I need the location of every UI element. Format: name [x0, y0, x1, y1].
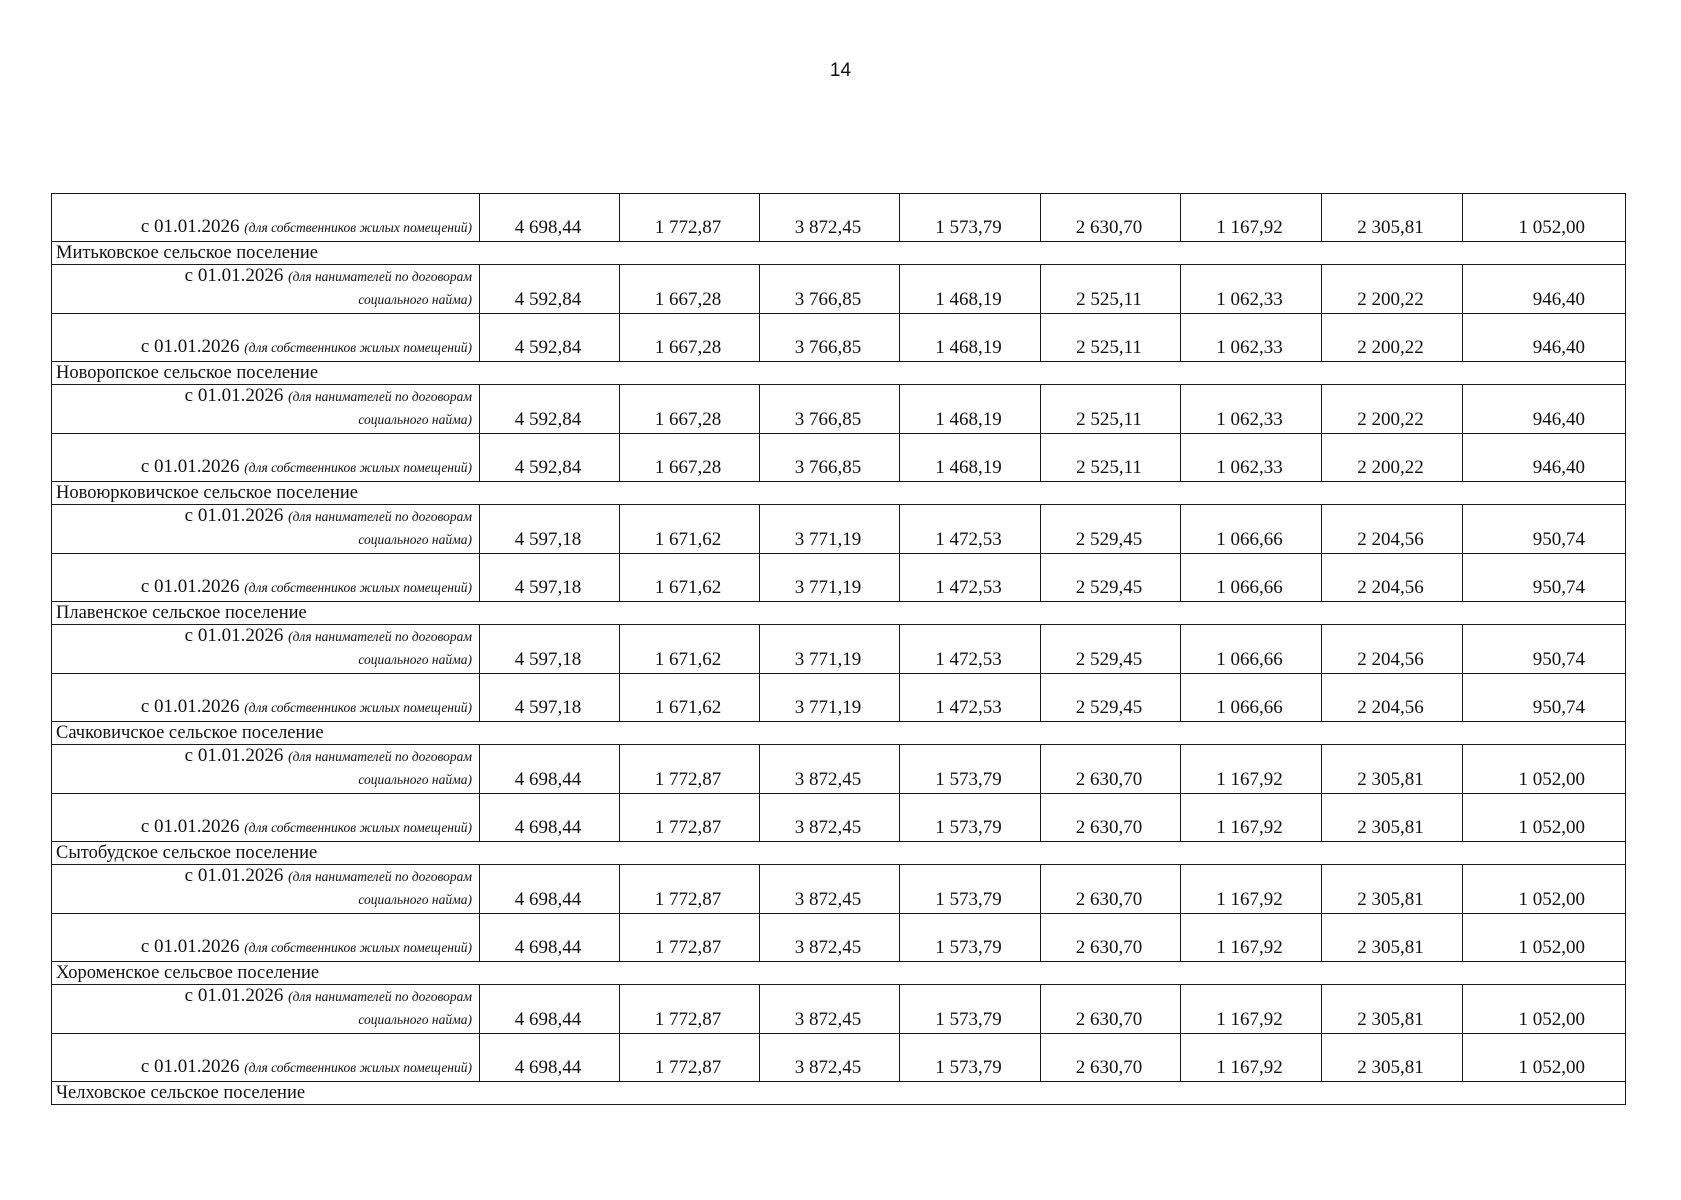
value-cell: 1 062,33: [1181, 265, 1322, 314]
value-cell: 1 573,79: [900, 914, 1041, 962]
date-label: с 01.01.2026: [140, 216, 240, 237]
tenant-row: [52, 745, 1626, 794]
date-label: с 01.01.2026: [140, 816, 240, 837]
value-cell: 946,40: [1463, 434, 1626, 482]
value-cell: 4 698,44: [480, 914, 620, 962]
value-cell: 3 872,45: [760, 1034, 900, 1082]
value-cell: 1 468,19: [900, 434, 1041, 482]
value-cell: 4 698,44: [480, 865, 620, 914]
section-row: [52, 482, 1626, 505]
owner-row: [52, 674, 1626, 722]
value-cell: 2 305,81: [1322, 745, 1463, 794]
value-cell: 1 052,00: [1463, 985, 1626, 1034]
date-label: с 01.01.2026: [184, 505, 284, 526]
value-cell: 1 671,62: [620, 554, 760, 602]
tenant-note-cont: социального найма): [358, 1012, 472, 1027]
tenant-note: (для нанимателей по договорам: [288, 989, 472, 1004]
date-label: с 01.01.2026: [140, 1056, 240, 1077]
value-cell: 4 597,18: [480, 554, 620, 602]
value-cell: 2 204,56: [1322, 554, 1463, 602]
value-cell: 2 305,81: [1322, 1034, 1463, 1082]
owner-label: [52, 1034, 480, 1082]
owner-row: [52, 914, 1626, 962]
owner-label: [52, 794, 480, 842]
value-cell: 2 529,45: [1041, 505, 1181, 554]
value-cell: 3 872,45: [760, 865, 900, 914]
value-cell: 1 062,33: [1181, 314, 1322, 362]
owner-label: [52, 434, 480, 482]
value-cell: 3 766,85: [760, 434, 900, 482]
value-cell: 1 167,92: [1181, 745, 1322, 794]
tenant-label: [52, 745, 480, 794]
value-cell: 2 200,22: [1322, 385, 1463, 434]
value-cell: 2 529,45: [1041, 625, 1181, 674]
date-label: с 01.01.2026: [140, 336, 240, 357]
value-cell: 1 052,00: [1463, 794, 1626, 842]
tenant-label-line2: [56, 768, 472, 791]
value-cell: 4 597,18: [480, 625, 620, 674]
value-cell: 1 772,87: [620, 1034, 760, 1082]
tenant-note-cont: социального найма): [358, 892, 472, 907]
tenant-note-cont: социального найма): [358, 652, 472, 667]
tenant-label-line1: [56, 265, 472, 288]
value-cell: 1 671,62: [620, 674, 760, 722]
value-cell: 1 066,66: [1181, 674, 1322, 722]
tenant-label-line1: [56, 745, 472, 768]
value-cell: 1 573,79: [900, 194, 1041, 242]
section-title: Новоюрковичское сельское поселение: [52, 482, 1626, 505]
owner-note: (для собственников жилых помещений): [244, 1060, 472, 1075]
value-cell: 2 204,56: [1322, 505, 1463, 554]
section-title: Хороменское сельсвое поселение: [52, 962, 1626, 985]
owner-label: [52, 554, 480, 602]
date-label: с 01.01.2026: [140, 456, 240, 477]
date-label: с 01.01.2026: [184, 745, 284, 766]
value-cell: 1 667,28: [620, 385, 760, 434]
tenant-row: [52, 265, 1626, 314]
value-cell: 946,40: [1463, 314, 1626, 362]
value-cell: 1 167,92: [1181, 794, 1322, 842]
tenant-label-line2: [56, 528, 472, 551]
section-row: [52, 602, 1626, 625]
tenant-note-cont: социального найма): [358, 412, 472, 427]
section-row: [52, 1082, 1626, 1105]
value-cell: 1 573,79: [900, 1034, 1041, 1082]
value-cell: 1 573,79: [900, 985, 1041, 1034]
date-label: с 01.01.2026: [184, 265, 284, 286]
value-cell: 1 167,92: [1181, 985, 1322, 1034]
value-cell: 2 305,81: [1322, 194, 1463, 242]
value-cell: 2 630,70: [1041, 794, 1181, 842]
tenant-note: (для нанимателей по договорам: [288, 389, 472, 404]
value-cell: 1 062,33: [1181, 434, 1322, 482]
value-cell: 4 698,44: [480, 985, 620, 1034]
section-title: Митьковское сельское поселение: [52, 242, 1626, 265]
value-cell: 2 630,70: [1041, 1034, 1181, 1082]
value-cell: 3 771,19: [760, 674, 900, 722]
value-cell: 4 698,44: [480, 1034, 620, 1082]
value-cell: 1 167,92: [1181, 865, 1322, 914]
value-cell: 2 630,70: [1041, 194, 1181, 242]
value-cell: 1 468,19: [900, 265, 1041, 314]
value-cell: 4 592,84: [480, 385, 620, 434]
tenant-label-line1: [56, 625, 472, 648]
owner-row: [52, 434, 1626, 482]
tenant-label-line2: [56, 408, 472, 431]
tenant-label-line1: [56, 505, 472, 528]
section-row: [52, 842, 1626, 865]
value-cell: 1 472,53: [900, 505, 1041, 554]
value-cell: 4 698,44: [480, 745, 620, 794]
value-cell: 1 772,87: [620, 194, 760, 242]
section-title: Новоропское сельское поселение: [52, 362, 1626, 385]
owner-note: (для собственников жилых помещений): [244, 580, 472, 595]
value-cell: 1 167,92: [1181, 914, 1322, 962]
value-cell: 1 066,66: [1181, 625, 1322, 674]
tenant-label-line1: [56, 865, 472, 888]
tenant-note: (для нанимателей по договорам: [288, 749, 472, 764]
owner-note: (для собственников жилых помещений): [244, 940, 472, 955]
owner-note: (для собственников жилых помещений): [244, 340, 472, 355]
section-row: [52, 962, 1626, 985]
value-cell: 3 766,85: [760, 385, 900, 434]
owner-label: [52, 194, 480, 242]
value-cell: 3 872,45: [760, 794, 900, 842]
date-label: с 01.01.2026: [140, 576, 240, 597]
value-cell: 3 766,85: [760, 265, 900, 314]
value-cell: 4 597,18: [480, 674, 620, 722]
date-label: с 01.01.2026: [184, 985, 284, 1006]
tenant-label-line2: [56, 1008, 472, 1031]
value-cell: 2 630,70: [1041, 914, 1181, 962]
value-cell: 2 305,81: [1322, 794, 1463, 842]
value-cell: 2 200,22: [1322, 314, 1463, 362]
value-cell: 2 204,56: [1322, 625, 1463, 674]
owner-note: (для собственников жилых помещений): [244, 220, 472, 235]
section-row: [52, 362, 1626, 385]
value-cell: 950,74: [1463, 674, 1626, 722]
tenant-label-line2: [56, 888, 472, 911]
value-cell: 1 671,62: [620, 625, 760, 674]
tenant-label: [52, 625, 480, 674]
value-cell: 3 872,45: [760, 914, 900, 962]
value-cell: 1 472,53: [900, 674, 1041, 722]
tenant-note-cont: социального найма): [358, 772, 472, 787]
value-cell: 1 472,53: [900, 554, 1041, 602]
value-cell: 1 052,00: [1463, 745, 1626, 794]
value-cell: 2 525,11: [1041, 314, 1181, 362]
owner-label: [52, 314, 480, 362]
value-cell: 3 771,19: [760, 554, 900, 602]
value-cell: 1 573,79: [900, 794, 1041, 842]
date-label: с 01.01.2026: [184, 865, 284, 886]
date-label: с 01.01.2026: [140, 696, 240, 717]
value-cell: 2 529,45: [1041, 554, 1181, 602]
owner-row: [52, 314, 1626, 362]
section-title: Сачковичское сельское поселение: [52, 722, 1626, 745]
value-cell: 3 872,45: [760, 745, 900, 794]
value-cell: 2 529,45: [1041, 674, 1181, 722]
value-cell: 1 167,92: [1181, 194, 1322, 242]
value-cell: 1 167,92: [1181, 1034, 1322, 1082]
value-cell: 2 630,70: [1041, 745, 1181, 794]
value-cell: 1 468,19: [900, 314, 1041, 362]
owner-note: (для собственников жилых помещений): [244, 700, 472, 715]
tenant-row: [52, 625, 1626, 674]
value-cell: 1 772,87: [620, 794, 760, 842]
tenant-label-line2: [56, 648, 472, 671]
owner-note: (для собственников жилых помещений): [244, 820, 472, 835]
tenant-label: [52, 985, 480, 1034]
tenant-row: [52, 985, 1626, 1034]
value-cell: 2 525,11: [1041, 265, 1181, 314]
value-cell: 1 772,87: [620, 745, 760, 794]
tenant-row: [52, 505, 1626, 554]
tenant-label: [52, 505, 480, 554]
value-cell: 2 305,81: [1322, 914, 1463, 962]
value-cell: 1 573,79: [900, 865, 1041, 914]
owner-row: [52, 554, 1626, 602]
value-cell: 2 305,81: [1322, 985, 1463, 1034]
value-cell: 1 667,28: [620, 434, 760, 482]
value-cell: 2 204,56: [1322, 674, 1463, 722]
value-cell: 1 667,28: [620, 265, 760, 314]
value-cell: 950,74: [1463, 554, 1626, 602]
tenant-label: [52, 265, 480, 314]
value-cell: 3 771,19: [760, 505, 900, 554]
value-cell: 1 052,00: [1463, 865, 1626, 914]
value-cell: 946,40: [1463, 385, 1626, 434]
value-cell: 2 200,22: [1322, 265, 1463, 314]
value-cell: 1 667,28: [620, 314, 760, 362]
value-cell: 1 052,00: [1463, 914, 1626, 962]
value-cell: 2 525,11: [1041, 434, 1181, 482]
date-label: с 01.01.2026: [184, 625, 284, 646]
value-cell: 1 772,87: [620, 985, 760, 1034]
page-number: 14: [829, 60, 852, 81]
value-cell: 1 062,33: [1181, 385, 1322, 434]
tenant-label: [52, 385, 480, 434]
value-cell: 1 671,62: [620, 505, 760, 554]
tenant-note: (для нанимателей по договорам: [288, 869, 472, 884]
value-cell: 4 592,84: [480, 314, 620, 362]
value-cell: 3 872,45: [760, 194, 900, 242]
value-cell: 4 592,84: [480, 265, 620, 314]
tenant-note: (для нанимателей по договорам: [288, 269, 472, 284]
tariff-table: [51, 193, 1626, 1105]
section-title: Сытобудское сельское поселение: [52, 842, 1626, 865]
owner-label: [52, 914, 480, 962]
value-cell: 1 772,87: [620, 865, 760, 914]
section-row: [52, 722, 1626, 745]
tenant-note-cont: социального найма): [358, 292, 472, 307]
owner-note: (для собственников жилых помещений): [244, 460, 472, 475]
value-cell: 1 066,66: [1181, 554, 1322, 602]
value-cell: 946,40: [1463, 265, 1626, 314]
section-row: [52, 242, 1626, 265]
value-cell: 4 597,18: [480, 505, 620, 554]
value-cell: 950,74: [1463, 505, 1626, 554]
value-cell: 4 698,44: [480, 194, 620, 242]
tenant-label-line2: [56, 288, 472, 311]
date-label: с 01.01.2026: [184, 385, 284, 406]
owner-row: [52, 1034, 1626, 1082]
tenant-label-line1: [56, 385, 472, 408]
owner-row: [52, 794, 1626, 842]
tenant-note: (для нанимателей по договорам: [288, 509, 472, 524]
owner-label: [52, 674, 480, 722]
value-cell: 1 573,79: [900, 745, 1041, 794]
value-cell: 1 052,00: [1463, 1034, 1626, 1082]
value-cell: 1 052,00: [1463, 194, 1626, 242]
tenant-row: [52, 865, 1626, 914]
section-title: Челховское сельское поселение: [52, 1082, 1626, 1105]
owner-row: [52, 194, 1626, 242]
value-cell: 2 630,70: [1041, 865, 1181, 914]
value-cell: 3 872,45: [760, 985, 900, 1034]
tenant-note: (для нанимателей по договорам: [288, 629, 472, 644]
value-cell: 2 630,70: [1041, 985, 1181, 1034]
value-cell: 4 698,44: [480, 794, 620, 842]
value-cell: 1 066,66: [1181, 505, 1322, 554]
date-label: с 01.01.2026: [140, 936, 240, 957]
value-cell: 3 766,85: [760, 314, 900, 362]
value-cell: 3 771,19: [760, 625, 900, 674]
tenant-row: [52, 385, 1626, 434]
value-cell: 2 200,22: [1322, 434, 1463, 482]
value-cell: 4 592,84: [480, 434, 620, 482]
value-cell: 950,74: [1463, 625, 1626, 674]
value-cell: 2 525,11: [1041, 385, 1181, 434]
value-cell: 1 468,19: [900, 385, 1041, 434]
value-cell: 1 472,53: [900, 625, 1041, 674]
value-cell: 1 772,87: [620, 914, 760, 962]
tenant-note-cont: социального найма): [358, 532, 472, 547]
tenant-label: [52, 865, 480, 914]
value-cell: 2 305,81: [1322, 865, 1463, 914]
tenant-label-line1: [56, 985, 472, 1008]
section-title: Плавенское сельское поселение: [52, 602, 1626, 625]
